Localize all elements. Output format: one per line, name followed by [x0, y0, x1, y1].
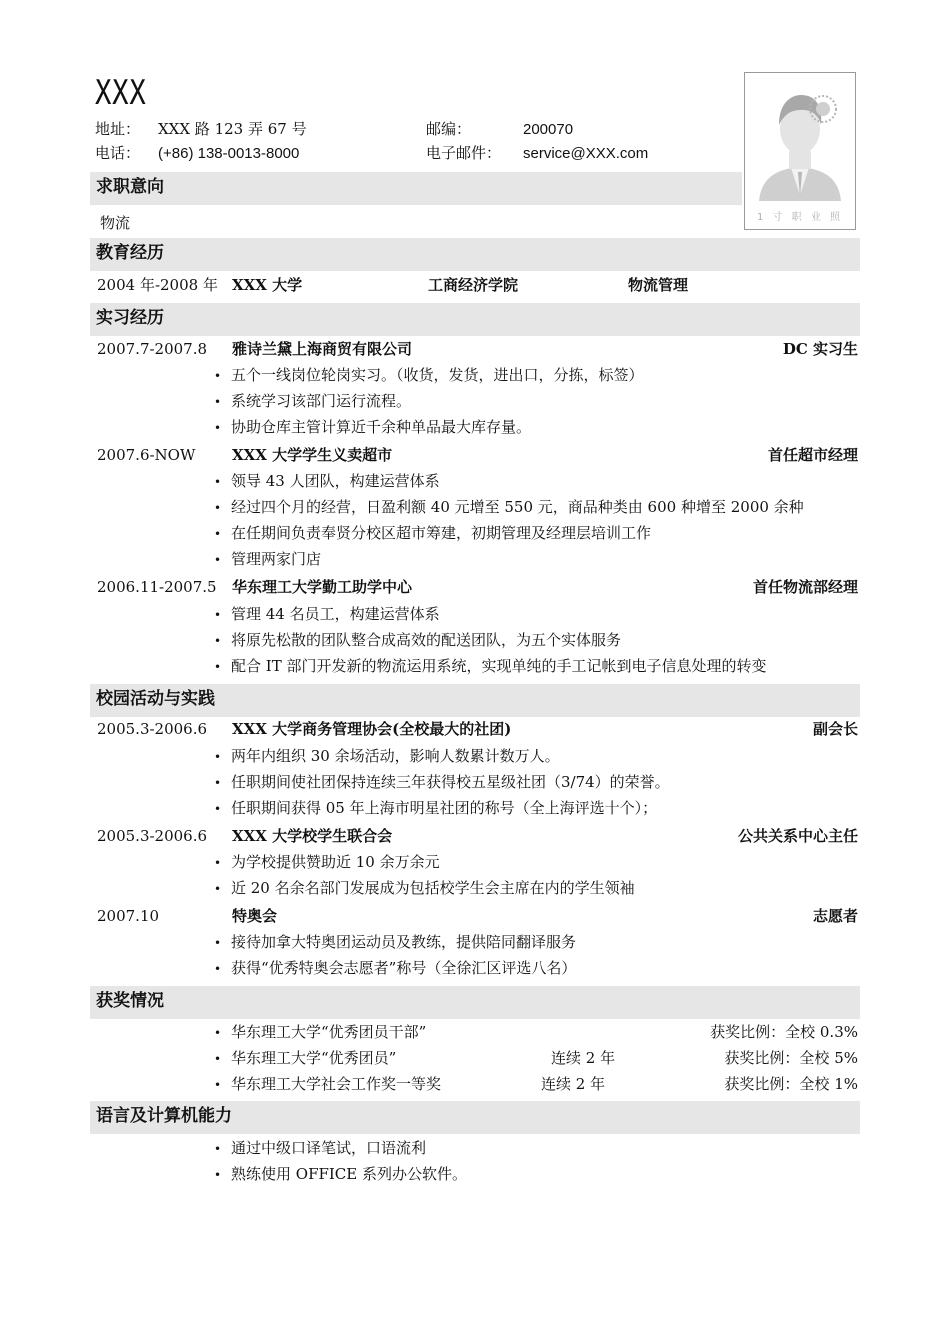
- phone-row: [95, 146, 299, 161]
- section-title: 语言及计算机能力: [96, 1106, 232, 1126]
- entry-org: 雅诗兰黛上海商贸有限公司: [232, 340, 413, 358]
- section-title: 求职意向: [96, 177, 164, 197]
- list-item: • 协助仓库主管计算近千余种单品最大库存量。: [214, 418, 532, 436]
- section-awards-header: [90, 986, 860, 1019]
- award-ratio: 获奖比例：全校 1%: [724, 1075, 858, 1093]
- list-item: • 五个一线岗位轮岗实习。（收货，发货，进出口，分拣，标签）: [214, 366, 644, 384]
- section-title: 教育经历: [96, 243, 164, 263]
- section-objective-header: [90, 172, 742, 205]
- entry-date: 2006.11-2007.5: [97, 578, 217, 596]
- email-label: 电子邮件：: [426, 144, 502, 162]
- postcode-label: 邮编：: [426, 120, 472, 138]
- phone-label: 电话：: [95, 144, 141, 162]
- list-item: • 领导 43 人团队，构建运营体系: [214, 472, 440, 490]
- entry-role: DC 实习生: [782, 340, 858, 358]
- entry-date: 2007.10: [97, 907, 160, 925]
- entry-role: 首任物流部经理: [752, 578, 858, 596]
- entry-date: 2005.3-2006.6: [97, 720, 208, 738]
- list-item: • 任职期间使社团保持连续三年获得校五星级社团（3/74）的荣誉。: [214, 773, 670, 791]
- section-education-header: [90, 238, 860, 271]
- list-item: • 接待加拿大特奥团运动员及教练，提供陪同翻译服务: [214, 933, 577, 951]
- education-date: 2004 年-2008 年: [97, 276, 218, 294]
- list-item: • 配合 IT 部门开发新的物流运用系统，实现单纯的手工记帐到电子信息处理的转变: [214, 657, 767, 675]
- entry-role: 志愿者: [812, 907, 858, 925]
- email-value[interactable]: service@XXX.com: [523, 145, 649, 162]
- address-label: 地址：: [95, 120, 141, 138]
- education-college: 工商经济学院: [428, 276, 519, 294]
- entry-org: 特奥会: [232, 907, 278, 925]
- award-note: 连续 2 年: [551, 1049, 616, 1067]
- list-item: • 熟练使用 OFFICE 系列办公软件。: [214, 1165, 468, 1183]
- list-item: • 两年内组织 30 余场活动，影响人数累计数万人。: [214, 747, 560, 765]
- list-item: • 在任期间负责奉贤分校区超市筹建，初期管理及经理层培训工作: [214, 524, 652, 542]
- list-item: • 将原先松散的团队整合成高效的配送团队，为五个实体服务: [214, 631, 622, 649]
- list-item: • 经过四个月的经营，日盈利额 40 元增至 550 元，商品种类由 600 种增至 2000 余种: [214, 498, 804, 516]
- award-note: 连续 2 年: [541, 1075, 606, 1093]
- list-item: • 系统学习该部门运行流程。: [214, 392, 412, 410]
- section-title: 校园活动与实践: [96, 689, 215, 709]
- award-item: • 华东理工大学社会工作奖一等奖: [214, 1075, 442, 1093]
- entry-org: XXX 大学校学生联合会: [232, 827, 393, 845]
- entry-role: 公共关系中心主任: [737, 827, 858, 845]
- list-item: • 通过中级口译笔试，口语流利: [214, 1139, 427, 1157]
- candidate-name: XXX: [95, 73, 147, 113]
- section-title: 实习经历: [96, 308, 164, 328]
- entry-org: XXX 大学商务管理协会(全校最大的社团): [232, 720, 512, 738]
- list-item: • 管理 44 名员工，构建运营体系: [214, 605, 440, 623]
- profile-photo: [744, 72, 856, 230]
- list-item: • 任职期间获得 05 年上海市明星社团的称号（全上海评选十个）；: [214, 799, 658, 817]
- list-item: • 获得“优秀特奥会志愿者”称号（全徐汇区评选八名）: [214, 959, 577, 977]
- entry-role: 首任超市经理: [767, 446, 858, 464]
- section-campus-header: [90, 684, 860, 717]
- entry-date: 2007.6-NOW: [97, 446, 196, 464]
- postcode-row: [426, 122, 573, 137]
- award-ratio: 获奖比例：全校 0.3%: [710, 1023, 858, 1041]
- entry-role: 副会长: [812, 720, 858, 738]
- person-silhouette-icon: [745, 73, 855, 229]
- entry-org: XXX 大学学生义卖超市: [232, 446, 393, 464]
- list-item: • 管理两家门店: [214, 550, 322, 568]
- objective-value: 物流: [100, 214, 131, 232]
- entry-date: 2007.7-2007.8: [97, 340, 208, 358]
- entry-org: 华东理工大学勤工助学中心: [232, 578, 413, 596]
- phone-value: (+86) 138-0013-8000: [158, 145, 300, 162]
- section-internship-header: [90, 303, 860, 336]
- address-value: XXX 路 123 弄 67 号: [158, 120, 307, 138]
- education-school: XXX 大学: [232, 276, 303, 294]
- education-major: 物流管理: [628, 276, 689, 294]
- award-item: • 华东理工大学“优秀团员干部”: [214, 1023, 427, 1041]
- award-ratio: 获奖比例：全校 5%: [724, 1049, 858, 1067]
- address-row: [95, 122, 307, 137]
- list-item: • 近 20 名余名部门发展成为包括校学生会主席在内的学生领袖: [214, 879, 635, 897]
- photo-caption: 1 寸 职 业 照: [756, 212, 844, 223]
- section-title: 获奖情况: [96, 991, 164, 1011]
- postcode-value: 200070: [523, 121, 574, 138]
- section-skills-header: [90, 1101, 860, 1134]
- entry-date: 2005.3-2006.6: [97, 827, 208, 845]
- email-row: [426, 146, 648, 161]
- list-item: • 为学校提供赞助近 10 余万余元: [214, 853, 440, 871]
- award-item: • 华东理工大学“优秀团员”: [214, 1049, 397, 1067]
